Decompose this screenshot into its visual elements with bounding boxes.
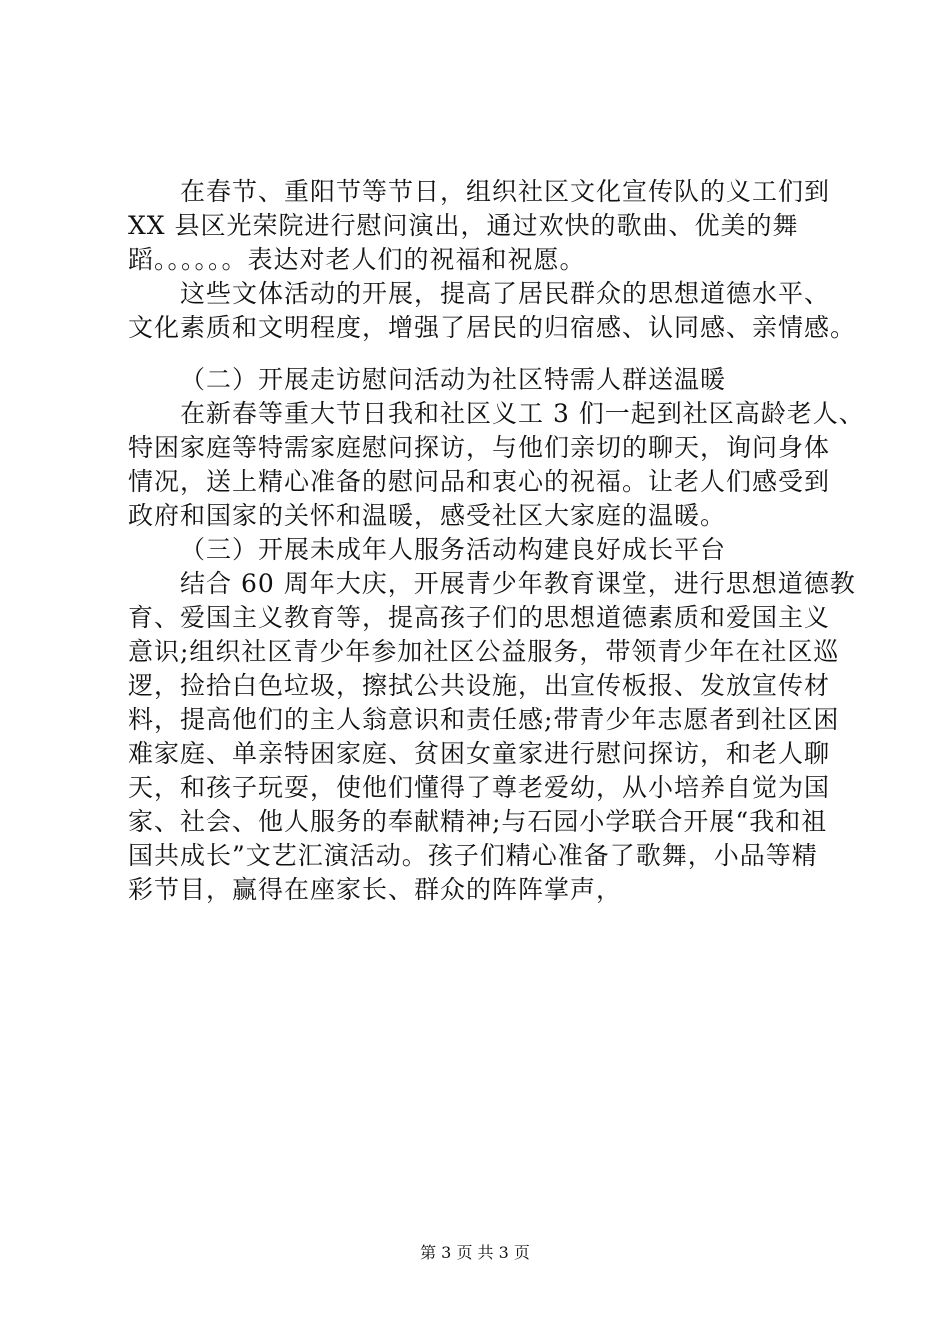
paragraph-line: XX 县区光荣院进行慰问演出，通过欢快的歌曲、优美的舞 (128, 211, 799, 240)
paragraph-line: 在新春等重大节日我和社区义工 3 们一起到社区高龄老人、 (180, 399, 865, 428)
paragraph-line: 彩节目，赢得在座家长、群众的阵阵掌声， (128, 875, 623, 904)
paragraph-line: 天，和孩子玩耍，使他们懂得了尊老爱幼，从小培养自觉为国 (128, 773, 831, 802)
paragraph-line: 政府和国家的关怀和温暖，感受社区大家庭的温暖。 (128, 501, 727, 530)
paragraph-line: 结合 60 周年大庆，开展青少年教育课堂，进行思想道德教 (180, 569, 856, 598)
paragraph-line: 育、爱国主义教育等，提高孩子们的思想道德素质和爱国主义 (128, 603, 831, 632)
paragraph-line: 难家庭、单亲特困家庭、贫困女童家进行慰问探访，和老人聊 (128, 739, 831, 768)
paragraph-line: 在春节、重阳节等节日，组织社区文化宣传队的义工们到 (180, 177, 831, 206)
paragraph-line: 意识;组织社区青少年参加社区公益服务，带领青少年在社区巡 (128, 637, 840, 666)
paragraph-line: 这些文体活动的开展，提高了居民群众的思想道德水平、 (180, 279, 831, 308)
paragraph-line: 家、社会、他人服务的奉献精神;与石园小学联合开展“我和祖 (128, 807, 828, 836)
section-heading: （三）开展未成年人服务活动构建良好成长平台 (180, 535, 727, 564)
paragraph-line: 情况，送上精心准备的慰问品和衷心的祝福。让老人们感受到 (128, 467, 831, 496)
section-heading: （二）开展走访慰问活动为社区特需人群送温暖 (180, 365, 727, 394)
paragraph-line: 逻，捡拾白色垃圾，擦拭公共设施，出宣传板报、发放宣传材 (128, 671, 831, 700)
paragraph-line: 特困家庭等特需家庭慰问探访，与他们亲切的聊天，询问身体 (128, 433, 831, 462)
paragraph-line: 料，提高他们的主人翁意识和责任感;带青少年志愿者到社区困 (128, 705, 840, 734)
page-number-footer: 第 3 页 共 3 页 (420, 1243, 530, 1262)
paragraph-line: 文化素质和文明程度，增强了居民的归宿感、认同感、亲情感。 (128, 313, 857, 342)
paragraph-line: 国共成长”文艺汇演活动。孩子们精心准备了歌舞，小品等精 (128, 841, 818, 870)
paragraph-line: 蹈。。。。。。表达对老人们的祝福和祝愿。 (128, 245, 586, 274)
